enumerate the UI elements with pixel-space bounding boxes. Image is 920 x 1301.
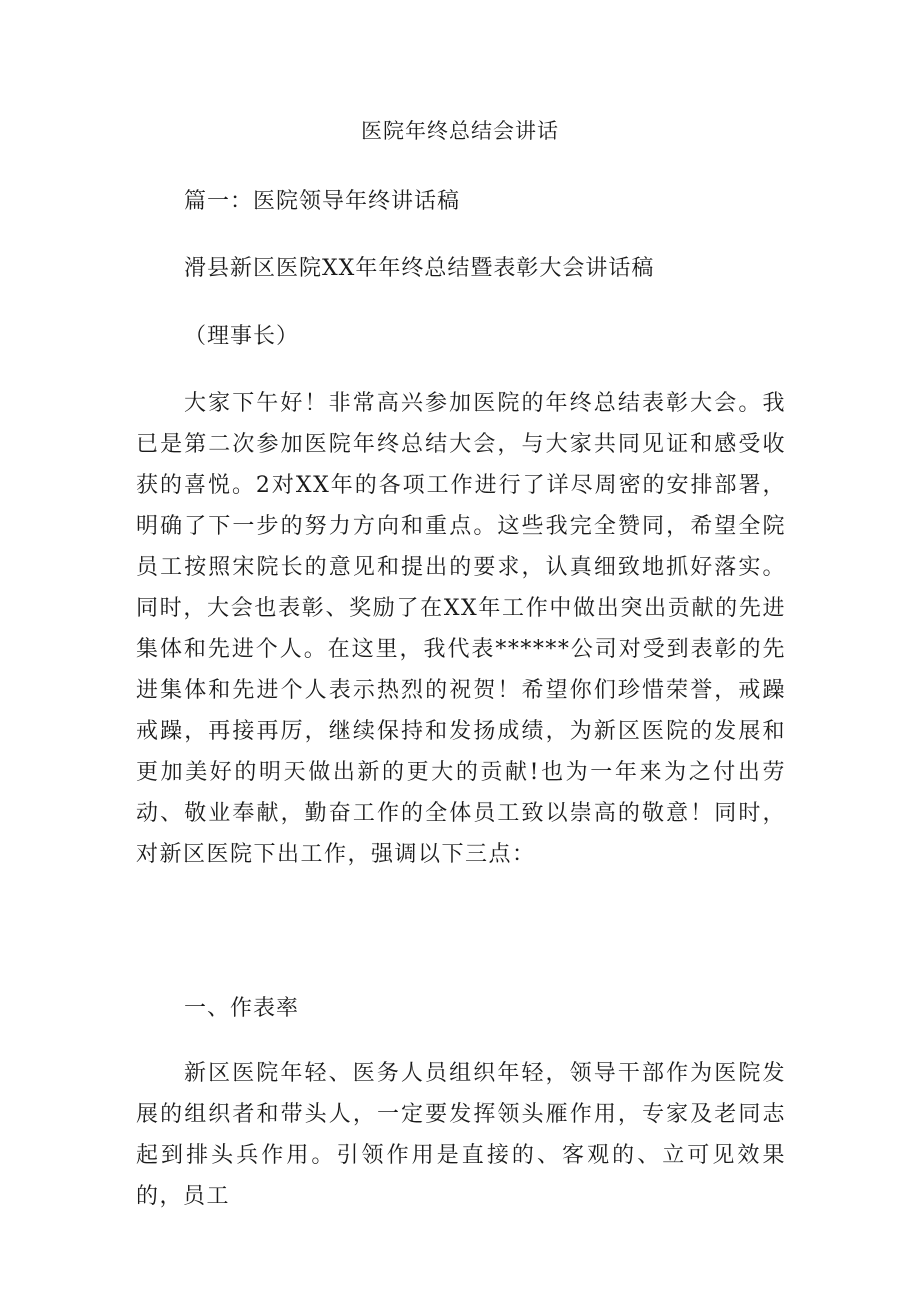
speech-title: 滑县新区医院XX年年终总结暨表彰大会讲话稿 [184, 256, 655, 281]
body-paragraph-2: 新区医院年轻、医务人员组织年轻，领导干部作为医院发展的组织者和带头人，一定要发挥领头雁作用，专家及老同志起到排头兵作用。引领作用是直接的、客观的、立可见效果的，员工 [136, 1061, 786, 1209]
document-title: 医院年终总结会讲话 [361, 119, 559, 143]
section-heading-1: 一、作表率 [184, 996, 300, 1021]
speaker-role: （理事长） [184, 324, 300, 349]
body-paragraph-1: 大家下午好！非常高兴参加医院的年终总结表彰大会。我已是第二次参加医院年终总结大会，与大家共同见证和感受收获的喜悦。2对XX年的各项工作进行了详尽周密的安排部署，明确了下一步的努力方向和重点。这些我完全赞同，希望全院员工按照宋院长的意见和提出的要求，认真细致地抓好落实。同时，大会也表彰、奖励了在XX年工作中做出突出贡献的先进集体和先进个人。在这里，我代表******公司对受到表彰的先进集体和先进个人表示热烈的祝贺！希望你们珍惜荣誉，戒躁戒躁，再接再厉，继续保持和发扬成绩，为新区医院的发展和更加美好的明天做出新的更大的贡献!也为一年来为之付出劳动、敬业奉献，勤奋工作的全体员工致以崇高的敬意！同时，对新区医院下出工作，强调以下三点： [136, 391, 786, 867]
part-heading: 篇一：医院领导年终讲话稿 [184, 189, 461, 214]
